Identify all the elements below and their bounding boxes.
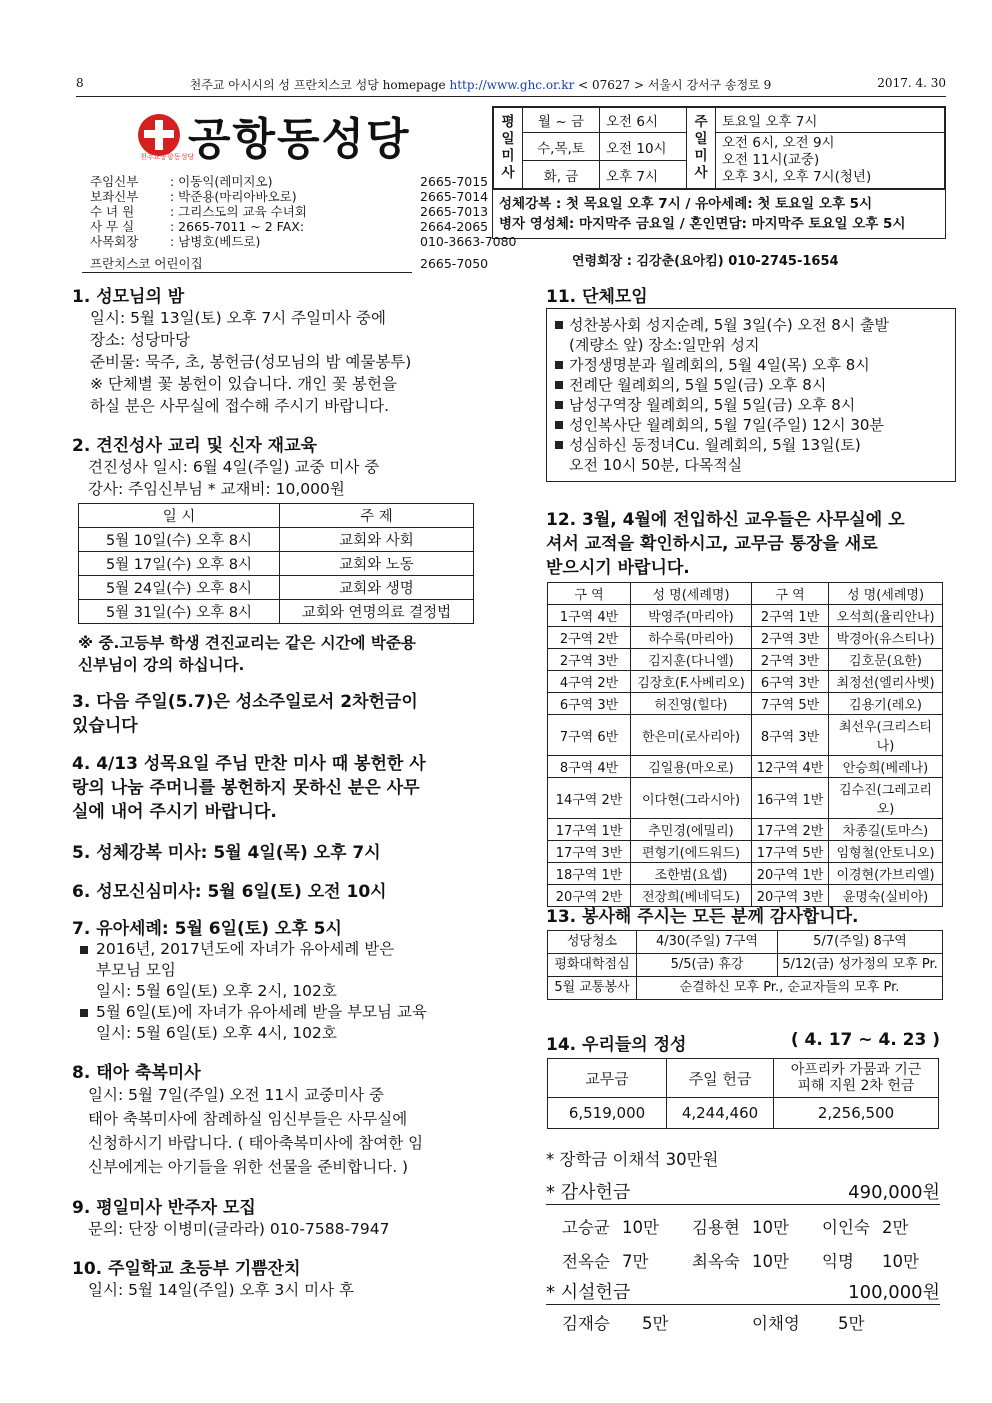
staff-role: 수 녀 원 [90, 204, 135, 219]
logo-title: 공항동성당 [188, 114, 411, 165]
text-line: (계량소 앞) 장소:일만위 성지 [569, 336, 760, 354]
table-row: 5월 31일(수) 오후 8시 교회와 연명의료 결정법 [79, 600, 474, 624]
list-item: 성찬봉사회 성지순례, 5월 3일(수) 오전 8시 출발 [555, 315, 947, 335]
table-row: 7구역 6반 한은미(로사리아) 8구역 3반 최선우(크리스티나) [548, 715, 943, 756]
staff-name: : 남병호(베드로) [170, 234, 261, 249]
list-item: 성인복사단 월례회의, 5월 7일(주일) 12시 30분 [555, 415, 947, 435]
logo-seal: 천주교공항동성당 [140, 153, 195, 161]
section-title: 받으시기 바랍니다. [546, 558, 690, 578]
table-row: 5월 24일(수) 오후 8시 교회와 생명 [79, 576, 474, 600]
mass-day: 월 ~ 금 [523, 108, 600, 133]
table-header: 주일 헌금 [667, 1059, 774, 1098]
section-title: 실에 내어 주시기 바랍니다. [72, 802, 277, 822]
staff-phone: 2665-7013 [420, 204, 489, 219]
staff-phone: 2665-7014 [420, 189, 489, 204]
section-14-title [546, 1030, 940, 1055]
sunday-label: 주일미사 [687, 108, 716, 189]
text-line: 신청하시기 바랍니다. ( 태아축복미사에 참여한 임 [88, 1134, 424, 1152]
text-line: 태아 축복미사에 참례하실 임신부들은 사무실에 [88, 1110, 408, 1128]
staff-name: : 그리스도의 교육 수녀회 [170, 204, 307, 219]
section-title: 2. 견진성사 교리 및 신자 재교육 [72, 436, 317, 456]
staff-name: : 박준용(마리아바오로) [170, 189, 297, 204]
text-line: 신부에게는 아기들을 위한 선물을 준비합니다. ) [88, 1158, 409, 1176]
text-line: 일시: 5월 6일(토) 오후 2시, 102호 [96, 982, 337, 1000]
table-row: 5월 10일(수) 오후 8시 교회와 사회 [79, 528, 474, 552]
mass-day: 수,목,토 [523, 133, 600, 161]
staff-role: 사목회장 [90, 234, 139, 249]
sunday-time: 오후 3시, 오후 7시(청년) [722, 169, 872, 185]
text-line: ※ 중.고등부 학생 견진교리는 같은 시간에 박준용 [78, 634, 416, 652]
sunday-time: 오전 11시(교중) [722, 152, 820, 168]
text-line: 부모님 모임 [96, 961, 176, 979]
section-title: 12. 3월, 4월에 전입하신 교우들은 사무실에 오 [546, 510, 905, 530]
table-row: 4구역 2반 김장호(F.사베리오) 6구역 3반 최정선(엘리사벳) [548, 671, 943, 693]
table-row: 17구역 3반 편형기(에드워드) 17구역 5반 임형철(안토니오) [548, 841, 943, 863]
total-amount: 100,000원 [848, 1282, 940, 1303]
staff-role: 보좌신부 [90, 189, 139, 204]
table-row: 성당청소 4/30(주일) 7구역 5/7(주일) 8구역 [548, 931, 943, 954]
table-header: 성 명(세례명) [829, 583, 943, 605]
facility-offering-list: 김재승 5만 이채영 5만 [562, 1314, 865, 1333]
table-row: 17구역 1반 추민경(에밀리) 17구역 2반 차종길(토마스) [548, 819, 943, 841]
table-row: 2구역 3반 김지훈(다니엘) 2구역 3반 김호문(요한) [548, 649, 943, 671]
table-row: 5월 교통봉사 순결하신 모후 Pr., 순교자들의 모후 Pr. [548, 977, 943, 1000]
section-title: 셔서 교적을 확인하시고, 교무금 통장을 새로 [546, 534, 878, 554]
total-amount: 490,000원 [848, 1182, 940, 1203]
table-row: 8구역 4반 김일용(마오로) 12구역 4반 안승희(베레나) [548, 756, 943, 778]
table-header: 주 제 [280, 504, 474, 528]
text-line: 일시: 5월 13일(토) 오후 7시 주일미사 중에 [90, 309, 386, 327]
section-title: 11. 단체모임 [546, 287, 648, 307]
benediction-info: 성체강복 : 첫 목요일 오후 7시 / 유아세례: 첫 토요일 오후 5시 [499, 196, 873, 212]
parish-name: 천주교 아시시의 성 프란치스코 성당 homepage [189, 78, 446, 92]
staff-name: : 이동익(레미지오) [170, 174, 273, 189]
text-line: 강사: 주임신부님 * 교재비: 10,000원 [88, 480, 345, 498]
list-item: 남성구역장 월례회의, 5월 5일(금) 오후 8시 [555, 395, 947, 415]
page-number: 8 [76, 76, 84, 90]
section-title: 7. 유아세례: 5월 6일(토) 오후 5시 [72, 919, 342, 939]
mass-time: 오후 7시 [600, 161, 687, 189]
table-row: 20구역 2반 전장희(베네딕도) 20구역 3반 윤명숙(실비아) [548, 885, 943, 907]
thanks-offering-header: * 감사헌금 490,000원 [546, 1178, 940, 1205]
table-row: 5월 17일(수) 오후 8시 교회와 노동 [79, 552, 474, 576]
section-title: 1. 성모님의 밤 [72, 287, 185, 307]
table-row: 6,519,000 4,244,460 2,256,500 [548, 1098, 939, 1129]
text-line: 견진성사 일시: 6월 4일(주일) 교중 미사 중 [88, 458, 380, 476]
staff-phone: 2664-2065 [420, 219, 489, 234]
staff-phone: 010-3663-7080 [420, 234, 517, 249]
text-line: ※ 단체별 꽃 봉헌이 있습니다. 개인 꽃 봉헌을 [90, 375, 397, 393]
date-range: ( 4. 17 ~ 4. 23 ) [790, 1030, 940, 1050]
text-line: 오전 10시 50분, 다목적실 [569, 456, 743, 474]
thanks-offering-list: 고승균 10만 김용현 10만 이인숙 2만 전옥순 7만 최옥숙 10만 익명 10만 [562, 1218, 919, 1271]
sick-communion-info: 병자 영성체: 마지막주 금요일 / 혼인면담: 마지막주 토요일 오후 5시 [499, 216, 906, 232]
list-item: 전례단 월례회의, 5월 5일(금) 오후 8시 [555, 375, 947, 395]
table-header: 교무금 [548, 1059, 667, 1098]
staff-phone: 2665-7015 [420, 174, 489, 189]
section-title: 4. 4/13 성목요일 주님 만찬 미사 때 봉헌한 사 [72, 754, 426, 774]
list-item: 가정생명분과 월례회의, 5월 4일(목) 오후 8시 [555, 355, 947, 375]
issue-date: 2017. 4. 30 [877, 76, 946, 90]
facility-offering-header: * 시설헌금 100,000원 [546, 1278, 940, 1305]
confirmation-table [78, 503, 474, 624]
table-row: 6구역 3반 허진영(힐다) 7구역 5반 김용기(레오) [548, 693, 943, 715]
address: < 07627 > 서울시 강서구 송정로 9 [578, 78, 772, 92]
divider [82, 272, 412, 273]
text-line: 하실 분은 사무실에 접수해 주시기 바랍니다. [90, 397, 390, 415]
mass-time: 오전 6시 [600, 108, 687, 133]
mass-schedule [492, 106, 946, 239]
mass-time: 오전 10시 [600, 133, 687, 161]
text-line: 신부님이 강의 하십니다. [78, 656, 245, 674]
table-header: 일 시 [79, 504, 280, 528]
sunday-time: 토요일 오후 7시 [716, 108, 945, 133]
text-line: 일시: 5월 6일(토) 오후 4시, 102호 [96, 1024, 337, 1042]
staff-role: 프란치스코 어린이집 [90, 256, 203, 271]
list-item: 2016년, 2017년도에 자녀가 유아세례 받은 [78, 939, 482, 960]
text-line: 일시: 5월 7일(주일) 오전 11시 교중미사 중 [88, 1086, 384, 1104]
weekday-label: 평일미사 [494, 108, 523, 189]
section-title: 5. 성체강복 미사: 5월 4일(목) 오후 7시 [72, 843, 381, 863]
table-header: 피해 지원 2차 헌금 [797, 1078, 915, 1094]
group-meetings-box [546, 308, 956, 482]
funeral-contact: 연령회장 : 김강춘(요아킴) 010-2745-1654 [572, 254, 839, 269]
section-title: 6. 성모신심미사: 5월 6일(토) 오전 10시 [72, 882, 387, 902]
table-row: 평화대학점심 5/5(금) 휴강 5/12(금) 성가정의 모후 Pr. [548, 954, 943, 977]
page-header [76, 76, 946, 97]
text-line: 시설헌금 [560, 1282, 631, 1303]
scholarship-line: * 장학금 이채석 30만원 [546, 1150, 719, 1169]
table-row: 14구역 2반 이다현(그라시아) 16구역 1반 김수진(그레고리오) [548, 778, 943, 819]
table-header: 성 명(세례명) [631, 583, 752, 605]
text-line: 감사헌금 [560, 1182, 631, 1203]
section-12-title [546, 508, 946, 580]
text-line: 일시: 5월 14일(주일) 오후 3시 미사 후 [88, 1281, 355, 1299]
text-line: 장소: 성당마당 [90, 331, 190, 349]
church-cross-icon [138, 114, 180, 156]
sunday-time: 오전 6시, 오전 9시 [722, 135, 835, 151]
offering-table [547, 1058, 939, 1129]
list-item: 5월 6일(토)에 자녀가 유아세례 받을 부모님 교육 [78, 1002, 482, 1023]
section-title: 랑의 나눔 주머니를 봉헌하지 못하신 분은 사무 [72, 778, 420, 798]
staff-list [90, 174, 517, 271]
section-title: 13. 봉사해 주시는 모든 분께 감사합니다. [546, 907, 859, 927]
homepage-link[interactable]: http://www.ghc.or.kr [449, 78, 575, 92]
text-line: 준비물: 묵주, 초, 봉헌금(성모님의 밤 예물봉투) [90, 353, 412, 371]
staff-role: 주임신부 [90, 174, 139, 189]
table-row: 18구역 1반 조한범(요셉) 20구역 1반 이경현(가브리엘) [548, 863, 943, 885]
table-header: 아프리카 가뭄과 기근 [790, 1062, 922, 1078]
table-row: 1구역 4반 박영주(마리아) 2구역 1반 오석희(율리안나) [548, 605, 943, 627]
staff-role: 사 무 실 [90, 219, 135, 234]
section-title: 10. 주일학교 초등부 기쁨잔치 [72, 1259, 301, 1279]
staff-name: : 2665-7011 ~ 2 FAX: [170, 219, 305, 234]
staff-phone: 2665-7050 [420, 256, 489, 271]
section-title: 있습니다 [72, 716, 138, 736]
new-parishioners-table [547, 582, 943, 907]
section-title: 8. 태아 축복미사 [72, 1063, 201, 1083]
text-line: 장학금 이채석 30만원 [559, 1150, 719, 1169]
text-line: 문의: 단장 이병미(글라라) 010-7588-7947 [88, 1220, 390, 1238]
list-item: 성심하신 동정녀Cu. 월례회의, 5월 13일(토) [555, 435, 947, 455]
section-title: 3. 다음 주일(5.7)은 성소주일로서 2차헌금이 [72, 692, 418, 712]
volunteer-table [547, 930, 943, 1000]
section-title: 9. 평일미사 반주자 모집 [72, 1198, 256, 1218]
table-header: 구 역 [548, 583, 631, 605]
mass-day: 화, 금 [523, 161, 600, 189]
left-column [72, 282, 482, 1301]
table-row: 2구역 2반 하수록(마리아) 2구역 3반 박경아(유스티나) [548, 627, 943, 649]
table-header: 구 역 [752, 583, 829, 605]
section-title: 14. 우리들의 정성 [546, 1035, 687, 1055]
